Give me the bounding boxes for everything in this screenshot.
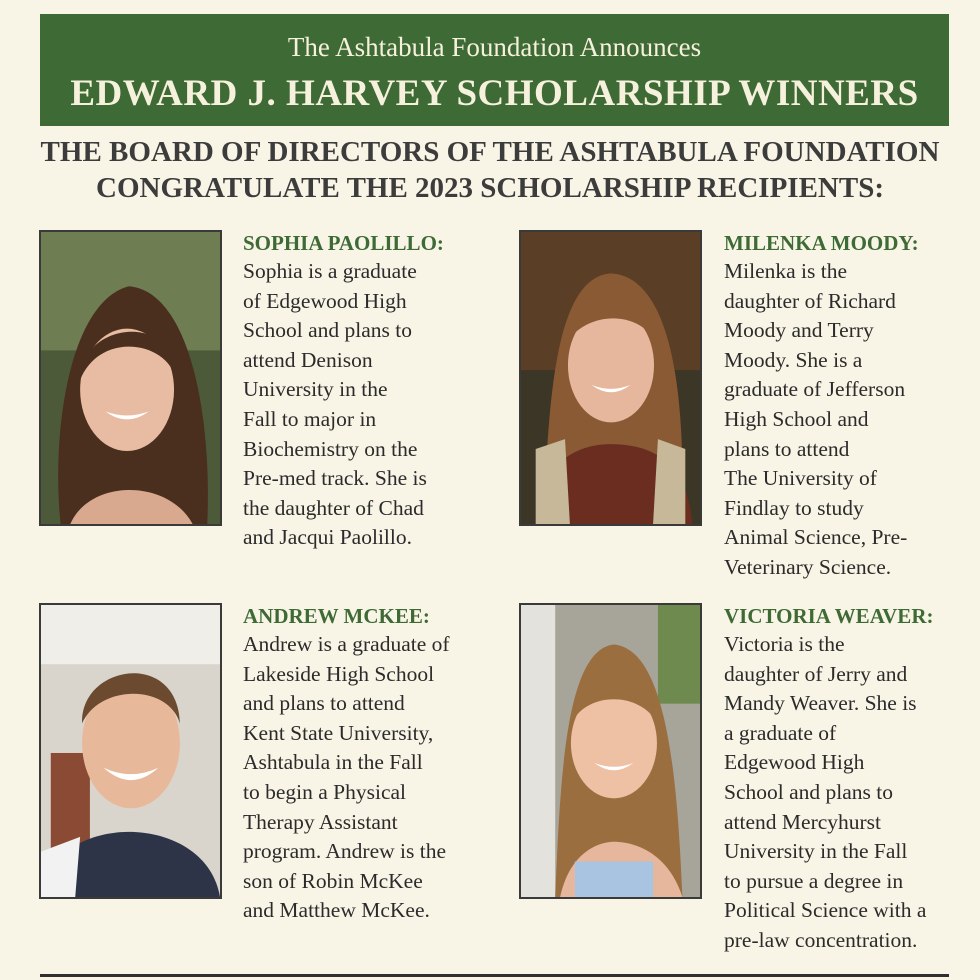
recipient-bio-andrew-mckee: Andrew is a graduate of Lakeside High School and plans to attend Kent State University, Ashtabula in the Fall to begin a Physical Therapy Assistant program. Andrew is the son of Robin McKee and Matthew McKee.	[243, 632, 450, 923]
intro-line-2: CONGRATULATE THE 2023 SCHOLARSHIP RECIPIENTS:	[96, 172, 884, 204]
recipient-name-victoria-weaver: VICTORIA WEAVER:	[724, 604, 934, 628]
banner-subtitle: The Ashtabula Foundation Announces	[287, 32, 702, 62]
photo-andrew-mckee	[39, 603, 222, 899]
intro-line-1: THE BOARD OF DIRECTORS OF THE ASHTABULA FOUNDATION	[40, 136, 940, 168]
recipient-bio-milenka-moody: Milenka is the daughter of Richard Moody and Terry Moody. She is a graduate of Jefferson High School and plans to attend The University of Findlay to study Animal Science, Pre- Veterinary Science.	[724, 259, 908, 579]
recipient-name-milenka-moody: MILENKA MOODY:	[724, 231, 919, 255]
recipient-bio-sophia-paolillo: Sophia is a graduate of Edgewood High School and plans to attend Denison University in the Fall to major in Biochemistry on the Pre-med track. She is the daughter of Chad and Jacqui Paolillo.	[243, 259, 427, 550]
photo-sophia-paolillo	[39, 230, 222, 526]
bottom-divider	[40, 974, 949, 977]
photo-milenka-moody	[519, 230, 702, 526]
photo-victoria-weaver	[519, 603, 702, 899]
recipient-name-andrew-mckee: ANDREW MCKEE:	[243, 604, 430, 628]
intro-text	[20, 134, 960, 206]
recipient-name-sophia-paolillo: SOPHIA PAOLILLO:	[243, 231, 444, 255]
recipient-bio-victoria-weaver: Victoria is the daughter of Jerry and Mandy Weaver. She is a graduate of Edgewood High School and plans to attend Mercyhurst University in the Fall to pursue a degree in Political Science with a pre-law concentration.	[724, 632, 927, 952]
banner-title: EDWARD J. HARVEY SCHOLARSHIP WINNERS	[70, 73, 919, 114]
header-banner	[40, 14, 949, 126]
